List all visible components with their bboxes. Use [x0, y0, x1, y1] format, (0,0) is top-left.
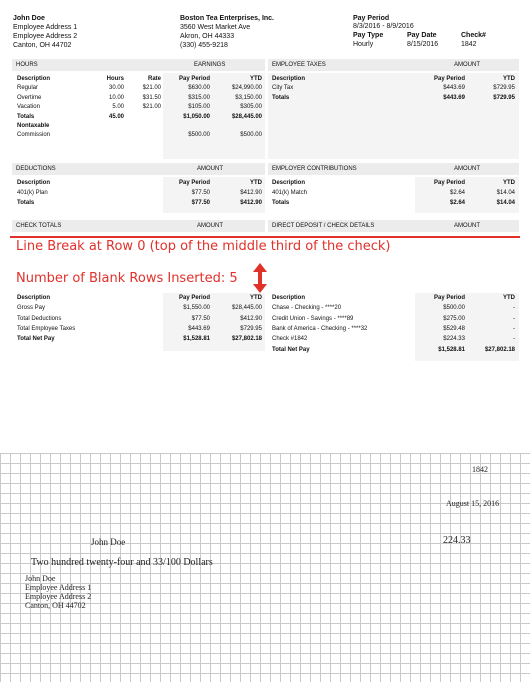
table-cell: $28,445.00	[231, 113, 262, 120]
company-address: 3560 West Market Ave	[180, 24, 251, 31]
table-cell: $28,445.00	[231, 305, 262, 312]
column-header: Description	[272, 295, 306, 301]
pay-date-label: Pay Date	[407, 32, 437, 39]
table-cell: Total Net Pay	[272, 346, 310, 353]
table-cell: $3,150.00	[235, 94, 262, 101]
table-cell: Bank of America - Checking - ****32	[272, 325, 368, 332]
employee-block	[13, 14, 77, 50]
table-cell: Totals	[272, 200, 290, 206]
column-header: Pay Period	[433, 295, 465, 301]
table-cell: $315.00	[188, 94, 210, 101]
column-header: Pay Period	[433, 76, 465, 82]
table-cell: Total Net Pay	[17, 336, 55, 343]
table-cell: Total Deductions	[17, 315, 62, 322]
table-cell: Regular	[17, 85, 39, 92]
check-totals-amount: AMOUNT	[197, 223, 223, 229]
company-block	[180, 14, 274, 50]
column-header: YTD	[503, 295, 515, 301]
employee-taxes-amount: AMOUNT	[454, 62, 480, 68]
table-cell: -	[513, 315, 515, 322]
direct-deposit-title: DIRECT DEPOSIT / CHECK DETAILS	[272, 223, 375, 229]
table-cell: $630.00	[188, 85, 210, 92]
employee-city: Canton, OH 44702	[13, 42, 72, 49]
table-cell: $27,802.18	[484, 346, 515, 353]
table-cell: -	[513, 336, 515, 343]
check-number-value: 1842	[461, 41, 477, 48]
column-header: Hours	[106, 76, 124, 82]
table-cell: $2.64	[449, 200, 465, 206]
deductions-amount: AMOUNT	[197, 166, 223, 172]
column-header: Pay Period	[178, 295, 210, 301]
pay-date-value: 8/15/2016	[407, 41, 439, 48]
table-cell: 10.00	[108, 94, 124, 101]
check-address-1: Employee Address 1	[25, 583, 92, 592]
table-cell: $105.00	[188, 104, 210, 111]
hours-section-bar	[12, 59, 265, 71]
table-cell: $412.90	[240, 315, 262, 322]
column-header: Rate	[147, 76, 161, 82]
table-cell: Overtime	[17, 94, 42, 101]
table-cell: 45.00	[108, 113, 124, 120]
check-address-2: Employee Address 2	[25, 592, 92, 601]
pay-period-label: Pay Period	[353, 15, 390, 22]
column-header: YTD	[250, 180, 262, 186]
company-phone: (330) 455-9218	[180, 42, 228, 49]
table-cell: Nontaxable	[17, 123, 50, 129]
company-name: Boston Tea Enterprises, Inc.	[180, 15, 275, 22]
check-number-label: Check#	[461, 32, 486, 39]
table-cell: $14.04	[496, 200, 515, 206]
table-cell: $412.90	[240, 200, 262, 206]
table-cell: City Tax	[272, 85, 294, 92]
table-cell: $443.69	[188, 325, 210, 332]
table-cell: $77.50	[191, 200, 210, 206]
deductions-title: DEDUCTIONS	[16, 166, 56, 172]
column-header: YTD	[503, 180, 515, 186]
table-cell: Totals	[17, 113, 35, 120]
table-cell: Vacation	[17, 104, 40, 111]
table-cell: $2.64	[449, 190, 465, 196]
table-cell: $500.00	[240, 132, 262, 139]
table-cell: Credit Union - Savings - ****89	[272, 315, 354, 322]
column-header: Pay Period	[433, 180, 465, 186]
employer-contributions-amount: AMOUNT	[454, 166, 480, 172]
table-cell: $27,802.18	[231, 336, 262, 343]
pay-type-label: Pay Type	[353, 32, 384, 39]
table-cell: $305.00	[240, 104, 262, 111]
deductions-bar	[12, 163, 265, 175]
table-cell: $729.95	[493, 94, 515, 101]
check-amount: 224.33	[443, 535, 471, 546]
employee-taxes-bar	[268, 59, 519, 71]
earnings-title: EARNINGS	[194, 62, 226, 68]
table-cell: $275.00	[443, 315, 465, 322]
table-cell: -	[513, 305, 515, 312]
column-header: Description	[17, 76, 51, 82]
employer-contributions-title: EMPLOYER CONTRIBUTIONS	[272, 166, 357, 172]
table-cell: Totals	[17, 200, 35, 206]
table-cell: $21.00	[142, 85, 161, 92]
table-cell: $500.00	[188, 132, 210, 139]
column-header: Description	[272, 180, 306, 186]
employee-address-1: Employee Address 1	[13, 24, 78, 31]
table-cell: Check #1842	[272, 336, 308, 343]
table-cell: $1,528.81	[183, 336, 210, 343]
check-totals-bar	[12, 220, 265, 232]
column-header: Description	[17, 295, 51, 301]
line-break-divider	[10, 236, 520, 238]
check-date: August 15, 2016	[446, 499, 500, 508]
table-cell: $1,550.00	[183, 305, 210, 312]
table-cell: -	[513, 325, 515, 332]
employer-contributions-bar	[268, 163, 519, 175]
table-cell: $443.69	[443, 94, 465, 101]
line-break-annotation: Line Break at Row 0 (top of the middle third of the check)	[16, 239, 391, 254]
employee-taxes-title: EMPLOYEE TAXES	[272, 62, 326, 68]
table-cell: 30.00	[108, 85, 124, 92]
table-cell: $443.69	[443, 85, 465, 92]
table-cell: $31.50	[142, 94, 161, 101]
table-cell: 5.00	[112, 104, 124, 111]
column-header: Pay Period	[178, 76, 210, 82]
blank-rows-annotation: Number of Blank Rows Inserted: 5	[16, 271, 238, 286]
check-amount-words: Two hundred twenty-four and 33/100 Dollars	[31, 557, 213, 568]
table-cell: $14.04	[496, 190, 515, 196]
table-cell: Chase - Checking - ****20	[272, 305, 342, 312]
table-cell: $77.50	[191, 315, 210, 322]
check-number: 1842	[472, 465, 488, 474]
column-header: Description	[272, 76, 306, 82]
direct-deposit-bar	[268, 220, 519, 232]
table-cell: Total Employee Taxes	[17, 325, 76, 332]
table-cell: $1,528.81	[438, 346, 465, 353]
direct-deposit-amount: AMOUNT	[454, 223, 480, 229]
pay-info-block	[353, 14, 523, 54]
pay-type-value: Hourly	[353, 41, 374, 48]
column-header: YTD	[503, 76, 515, 82]
table-cell: $224.33	[443, 336, 465, 343]
column-header: Pay Period	[178, 180, 210, 186]
table-cell: Totals	[272, 94, 290, 101]
table-cell: $729.95	[240, 325, 262, 332]
column-header: Description	[17, 180, 51, 186]
table-cell: Gross Pay	[17, 305, 46, 312]
table-cell: Commission	[17, 132, 51, 139]
check-payee: John Doe	[91, 537, 126, 547]
company-city: Akron, OH 44333	[180, 33, 235, 40]
pay-period-value: 8/3/2016 - 8/9/2016	[353, 23, 414, 30]
table-cell: $24,990.00	[231, 85, 262, 92]
table-cell: 401(k) Match	[272, 190, 308, 196]
employee-name: John Doe	[13, 15, 45, 22]
table-cell: 401(k) Plan	[17, 190, 48, 196]
employee-address-2: Employee Address 2	[13, 33, 78, 40]
table-cell: $412.90	[240, 190, 262, 196]
column-header: YTD	[250, 76, 262, 82]
check-address-city: Canton, OH 44702	[25, 601, 86, 610]
hours-title: HOURS	[16, 62, 38, 68]
check-address-name: John Doe	[25, 574, 56, 583]
table-cell: $500.00	[443, 305, 465, 312]
table-cell: $1,050.00	[183, 113, 210, 120]
table-cell: $77.50	[191, 190, 210, 196]
check-mailing-address	[25, 574, 91, 610]
column-header: YTD	[250, 295, 262, 301]
check-totals-title: CHECK TOTALS	[16, 223, 62, 229]
table-cell: $529.48	[443, 325, 465, 332]
table-cell: $21.00	[142, 104, 161, 111]
double-arrow-icon	[253, 263, 267, 293]
table-cell: $729.95	[493, 85, 515, 92]
